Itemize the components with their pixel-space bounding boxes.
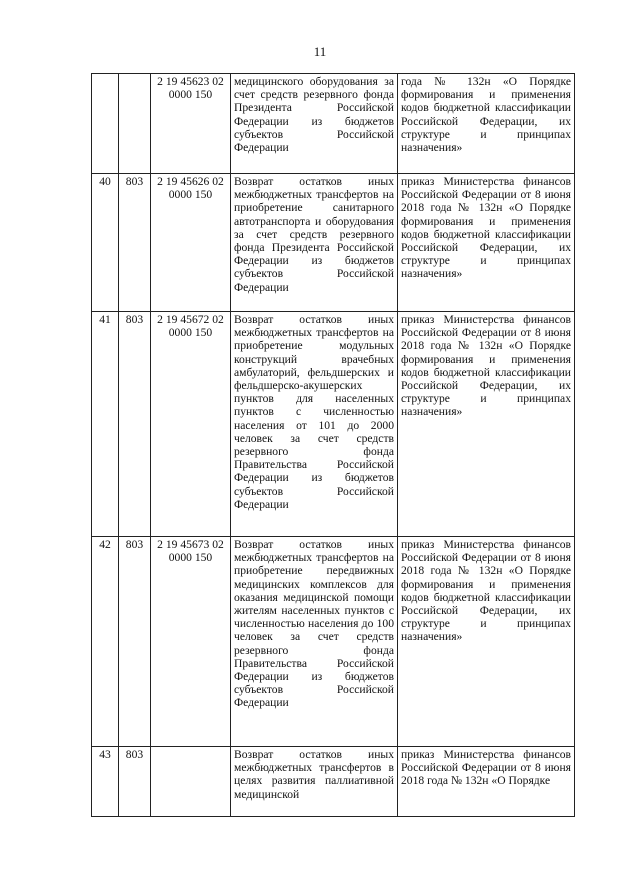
row-number-cell: 42 (92, 537, 119, 747)
budget-code-cell: 2 19 45626 02 0000 150 (151, 174, 231, 312)
description-cell: медицинского оборудования за счет средств резервного фонда Президента Российской Федерации из бюджетов субъектов Российской Федерации (231, 74, 398, 174)
table-row (92, 747, 575, 817)
table-row (92, 74, 575, 174)
legal-basis-cell: приказ Министерства финансов Российской Федерации от 8 июня 2018 года № 132н «О Порядке (398, 747, 575, 817)
row-number-cell: 40 (92, 174, 119, 312)
table-row (92, 312, 575, 537)
budget-code-cell (151, 747, 231, 817)
admin-code-cell: 803 (119, 747, 151, 817)
legal-basis-cell: приказ Министерства финансов Российской Федерации от 8 июня 2018 года № 132н «О Порядке формирования и применения кодов бюджетной классификации Российской Федерации, их структуре и принципах назначения» (398, 537, 575, 747)
legal-basis-cell: приказ Министерства финансов Российской Федерации от 8 июня 2018 года № 132н «О Порядке формирования и применения кодов бюджетной классификации Российской Федерации, их структуре и принципах назначения» (398, 312, 575, 537)
admin-code-cell: 803 (119, 174, 151, 312)
description-cell: Возврат остатков иных межбюджетных трансфертов в целях развития паллиативной медицинской (231, 747, 398, 817)
row-number-cell: 43 (92, 747, 119, 817)
admin-code-cell: 803 (119, 537, 151, 747)
budget-code-cell: 2 19 45672 02 0000 150 (151, 312, 231, 537)
admin-code-cell: 803 (119, 312, 151, 537)
budget-code-cell: 2 19 45673 02 0000 150 (151, 537, 231, 747)
page-number: 11 (313, 44, 327, 59)
legal-basis-cell: года № 132н «О Порядке формирования и применения кодов бюджетной классификации Российской Федерации, их структуре и принципах назначения» (398, 74, 575, 174)
table-row (92, 174, 575, 312)
legal-basis-cell: приказ Министерства финансов Российской Федерации от 8 июня 2018 года № 132н «О Порядке формирования и применения кодов бюджетной классификации Российской Федерации, их структуре и принципах назначения» (398, 174, 575, 312)
description-cell: Возврат остатков иных межбюджетных трансфертов на приобретение передвижных медицинских комплексов для оказания медицинской помощи жителям населенных пунктов с численностью населения до 100 человек за счет средств резервного фонда Правительства Российской Федерации из бюджетов субъектов Российской Федерации (231, 537, 398, 747)
admin-code-cell (119, 74, 151, 174)
budget-code-cell: 2 19 45623 02 0000 150 (151, 74, 231, 174)
row-number-cell (92, 74, 119, 174)
row-number-cell: 41 (92, 312, 119, 537)
table-row (92, 537, 575, 747)
description-cell: Возврат остатков иных межбюджетных трансфертов на приобретение модульных конструкций врачебных амбулаторий, фельдшерских и фельдшерско-акушерских пунктов для населенных пунктов с численностью населения от 101 до 2000 человек за счет средств резервного фонда Правительства Российской Федерации из бюджетов субъектов Российской Федерации (231, 312, 398, 537)
description-cell: Возврат остатков иных межбюджетных трансфертов на приобретение санитарного автотранспорта и оборудования за счет средств резервного фонда Президента Российской Федерации из бюджетов субъектов Российской Федерации (231, 174, 398, 312)
budget-codes-table (91, 73, 575, 817)
